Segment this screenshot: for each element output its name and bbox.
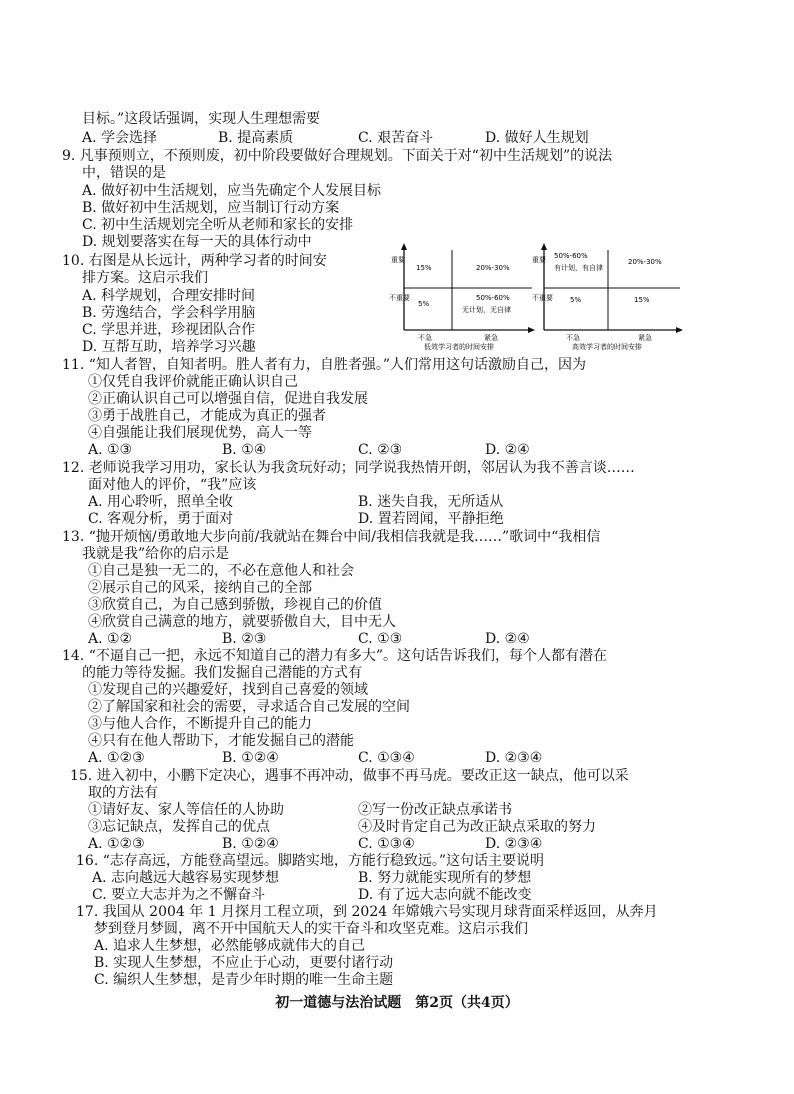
q14-option-b[interactable]: B. ①②④ [222,750,279,766]
q11-item-1: ①仅凭自我评价就能正确认识自己 [88,374,298,390]
q11-item-4: ④自强能让我们展现优势，高人一等 [88,425,312,441]
q16-option-d[interactable]: D. 有了远大志向就不能改变 [358,887,532,903]
cell-important-not-urgent-note: 有计划，有自律 [554,264,603,272]
q11-option-c[interactable]: C. ②③ [358,442,403,458]
xlabel-left: 不急 [418,334,432,342]
q13-stem-line1: 13. “抛开烦恼/勇敢地大步向前/我就站在舞台中间/我相信我就是我……”歌词中“我相信 [62,529,601,545]
q14-item-1: ①发现自己的兴趣爱好，找到自己喜爱的领域 [88,682,368,698]
q13-item-4: ④欣赏自己满意的地方，就要骄傲自大，目中无人 [88,614,396,630]
q13-stem-line2: 我就是我”给你的启示是 [82,546,230,562]
q15-option-c[interactable]: C. ①③④ [358,836,415,852]
q14-item-3: ③与他人合作，不断提升自己的能力 [88,716,312,732]
q14-stem-line2: 的能力等待发掘。我们发掘自己潜能的方式有 [82,665,362,681]
q13-item-3: ③欣赏自己，为自己感到骄傲，珍视自己的价值 [88,597,382,613]
q15-item-3: ③忘记缺点，发挥自己的优点 [88,819,270,835]
ylabel-bottom: 不重要 [532,294,553,302]
q12-option-c[interactable]: C. 客观分析，勇于面对 [88,511,234,527]
xlabel-left: 不急 [566,334,580,342]
q13-option-a[interactable]: A. ①② [88,631,133,647]
q16-option-a[interactable]: A. 志向越远大越容易实现梦想 [92,870,280,886]
cell-unimportant-not-urgent: 5% [418,300,430,308]
q10-option-d[interactable]: D. 互帮互助，培养学习兴趣 [82,339,256,355]
q13-item-2: ②展示自己的风采，接纳自己的全部 [88,580,312,596]
q11-option-a[interactable]: A. ①③ [88,442,133,458]
q12-option-d[interactable]: D. 置若罔闻，平静拒绝 [358,511,504,527]
q14-item-4: ④只有在他人帮助下，才能发掘自己的潜能 [88,733,354,749]
q8-option-d[interactable]: D. 做好人生规划 [485,130,589,146]
q13-option-b[interactable]: B. ②③ [222,631,267,647]
q15-item-2: ②写一份改正缺点承诺书 [358,802,512,818]
q10-option-c[interactable]: C. 学思并进，珍视团队合作 [82,322,256,338]
q11-option-b[interactable]: B. ①④ [222,442,267,458]
q15-option-b[interactable]: B. ①②④ [222,836,279,852]
q17-stem-line2: 梦到登月梦圆，离不开中国航天人的实干奋斗和攻坚克难。这启示我们 [94,921,528,937]
q14-item-2: ②了解国家和社会的需要，寻求适合自己发展的空间 [88,699,410,715]
q13-item-1: ①自己是独一无二的，不必在意他人和社会 [88,563,354,579]
q9-option-b[interactable]: B. 做好初中生活规划，应当制订行动方案 [82,200,340,216]
q17-stem-line1: 17. 我国从 2004 年 1 月探月工程立项，到 2024 年嫦娥六号实现月球背面采样返回，从奔月 [76,904,658,920]
q9-stem-line1: 9. 凡事预则立，不预则废，初中阶段要做好合理规划。下面关于对“初中生活规划”的说法 [62,148,613,164]
y-axis-arrow [541,243,547,250]
cell-important-urgent: 20%-30% [628,258,662,266]
chart-title: 高效学习者的时间安排 [572,343,642,350]
q8-option-b[interactable]: B. 提高素质 [218,130,294,146]
cell-important-not-urgent: 50%-60% [554,252,588,260]
time-chart-low-efficiency [386,242,536,354]
q17-option-a[interactable]: A. 追求人生梦想，必然能够成就伟大的自己 [94,938,366,954]
ylabel-top: 重要 [532,256,546,264]
q16-option-b[interactable]: B. 努力就能实现所有的梦想 [358,870,532,886]
q9-option-d[interactable]: D. 规划要落实在每一天的具体行动中 [82,234,312,250]
cell-unimportant-not-urgent: 5% [570,296,582,304]
cell-unimportant-urgent: 50%-60% [476,294,510,302]
xlabel-right: 紧急 [484,334,498,342]
q12-option-a[interactable]: A. 用心聆听，照单全收 [88,494,234,510]
ylabel-top: 重要 [391,256,405,264]
q17-option-b[interactable]: B. 实现人生梦想，不应止于心动，更要付诸行动 [94,955,394,971]
cell-important-urgent: 20%-30% [476,264,510,272]
q15-item-1: ①请好友、家人等信任的人协助 [88,802,284,818]
q9-option-a[interactable]: A. 做好初中生活规划，应当先确定个人发展目标 [82,183,382,199]
q11-stem: 11. “知人者智，自知者明。胜人者有力，自胜者强。”人们常用这句话激励自己，因为 [62,357,587,373]
q17-option-c[interactable]: C. 编织人生梦想，是青少年时期的唯一生命主题 [94,972,394,988]
q15-item-4: ④及时肯定自己为改正缺点采取的努力 [358,819,596,835]
q15-option-d[interactable]: D. ②③④ [485,836,543,852]
time-chart-high-efficiency [532,242,684,354]
ylabel-bottom: 不重要 [389,294,410,302]
page-footer: 初一道德与法治试题 第2页（共4页） [275,995,519,1011]
q16-stem: 16. “志存高远，方能登高望远。脚踏实地，方能行稳致远。”这句话主要说明 [76,853,545,869]
q10-stem-line1: 10. 右图是从长远计，两种学习者的时间安 [62,253,327,269]
q11-option-d[interactable]: D. ②④ [485,442,530,458]
q10-option-b[interactable]: B. 劳逸结合，学会科学用脑 [82,305,256,321]
q8-option-c[interactable]: C. 艰苦奋斗 [358,130,434,146]
q14-option-a[interactable]: A. ①②③ [88,750,145,766]
chart-title: 低效学习者的时间安排 [424,343,494,350]
q15-stem-line2: 取的方法有 [88,785,158,801]
q14-option-c[interactable]: C. ①③④ [358,750,415,766]
q14-option-d[interactable]: D. ②③④ [485,750,543,766]
q14-stem-line1: 14. “不逼自己一把，永远不知道自己的潜力有多大”。这句话告诉我们，每个人都有潜在 [62,648,608,664]
q9-option-c[interactable]: C. 初中生活规划完全听从老师和家长的安排 [82,217,354,233]
q16-option-c[interactable]: C. 要立大志并为之不懈奋斗 [92,887,266,903]
q10-option-a[interactable]: A. 科学规划，合理安排时间 [82,288,256,304]
q13-option-d[interactable]: D. ②④ [485,631,530,647]
xlabel-right: 紧急 [638,334,652,342]
q12-option-b[interactable]: B. 迷失自我，无所适从 [358,494,504,510]
x-axis-arrow [676,327,683,333]
q9-stem-line2: 中，错误的是 [82,165,166,181]
cell-unimportant-urgent-note: 无计划，无自律 [462,306,511,314]
q8-option-a[interactable]: A. 学会选择 [82,130,158,146]
q12-stem-line2: 面对他人的评价，“我”应该 [88,477,257,493]
q15-option-a[interactable]: A. ①②③ [88,836,145,852]
q13-option-c[interactable]: C. ①③ [358,631,403,647]
q12-stem-line1: 12. 老师说我学习用功，家长认为我贪玩好动；同学说我热情开朗，邻居认为我不善言谈…… [62,460,635,476]
q8-stem-tail: 目标。”这段话强调，实现人生理想需要 [82,111,321,127]
q15-stem-line1: 15. 进入初中，小鹏下定决心，遇事不再冲动，做事不再马虎。要改正这一缺点，他可以采 [70,768,629,784]
y-axis-arrow [401,243,407,250]
cell-important-not-urgent: 15% [416,264,432,272]
q11-item-3: ③勇于战胜自己，才能成为真正的强者 [88,408,326,424]
q11-item-2: ②正确认识自己可以增强自信，促进自我发展 [88,391,368,407]
cell-unimportant-urgent: 15% [634,296,650,304]
q10-stem-line2: 排方案。这启示我们 [82,270,208,286]
